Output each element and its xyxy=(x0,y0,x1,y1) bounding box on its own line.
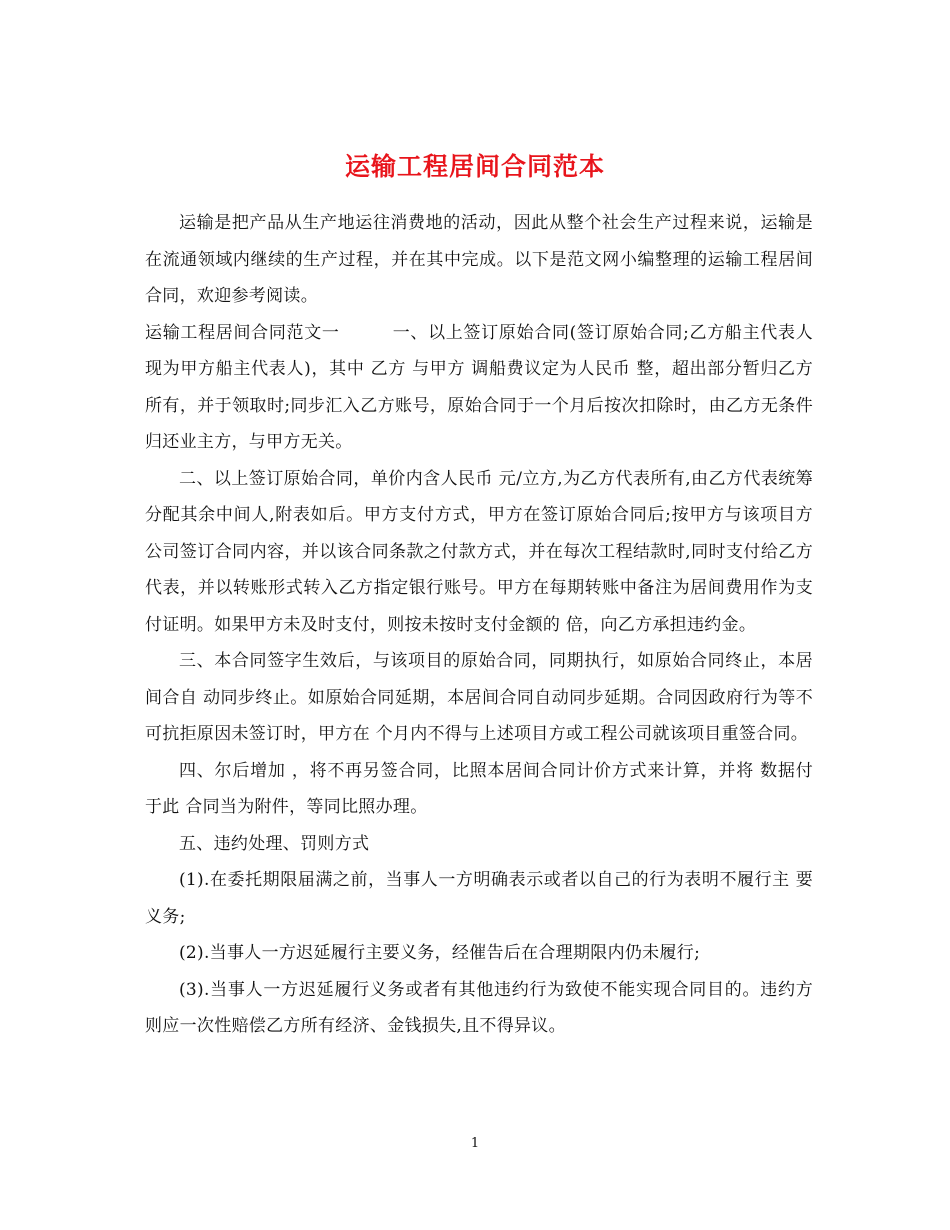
clause-5-item-2: (2).当事人一方迟延履行主要义务，经催告后在合理期限内仍未履行; xyxy=(179,943,701,963)
document-title: 运输工程居间合同范本 xyxy=(344,151,605,181)
clause-5-heading: 五、违约处理、罚则方式 xyxy=(179,833,370,854)
clause-2-paragraph: 二、以上签订原始合同，单价内含人民币 元/立方,为乙方代表所有,由乙方代表统筹分配其余中间人,附表如后。甲方支付方式，甲方在签订原始合同后;按甲方与该项目方公司签订合同内容，并以该合同条款之付款方式，并在每次工程结款时,同时支付给乙方代表，并以转账形式转入乙方指定银行账号。甲方在每期转账中备注为居间费用作为支付证明。如果甲方未及时支付，则按未按时支付金额的 倍，向乙方承担违约金。 xyxy=(145,468,813,635)
clause-5-item-1: (1).在委托期限届满之前，当事人一方明确表示或者以自己的行为表明不履行主 要义务; xyxy=(145,870,813,927)
intro-paragraph: 运输是把产品从生产地运往消费地的活动，因此从整个社会生产过程来说，运输是在流通领域内继续的生产过程，并在其中完成。以下是范文网小编整理的运输工程居间合同，欢迎参考阅读。 xyxy=(145,213,813,306)
clause-3-paragraph: 三、本合同签字生效后，与该项目的原始合同，同期执行，如原始合同终止，本居间合自 动同步终止。如原始合同延期，本居间合同自动同步延期。合同因政府行为等不可抗拒原因未签订时，甲方在 个月内不得与上述项目方或工程公司就该项目重签合同。 xyxy=(145,651,813,744)
clause-5-item-3: (3).当事人一方迟延履行义务或者有其他违约行为致使不能实现合同目的。违约方则应一次性赔偿乙方所有经济、金钱损失,且不得异议。 xyxy=(145,979,813,1036)
clause-4-paragraph: 四、尔后增加 ，将不再另签合同，比照本居间合同计价方式来计算，并将 数据付于此 合同当为附件，等同比照办理。 xyxy=(145,760,813,817)
document-body xyxy=(145,205,813,1045)
clause-1-paragraph: 运输工程居间合同范文一 一、以上签订原始合同(签订原始合同;乙方船主代表人现为甲方船主代表人)，其中 乙方 与甲方 调船费议定为人民币 整，超出部分暂归乙方所有，并于领取时;同步汇入乙方账号，原始合同于一个月后按次扣除时，由乙方无条件归还业主方，与甲方无关。 xyxy=(145,322,813,452)
page-number: 1 xyxy=(470,1136,480,1151)
